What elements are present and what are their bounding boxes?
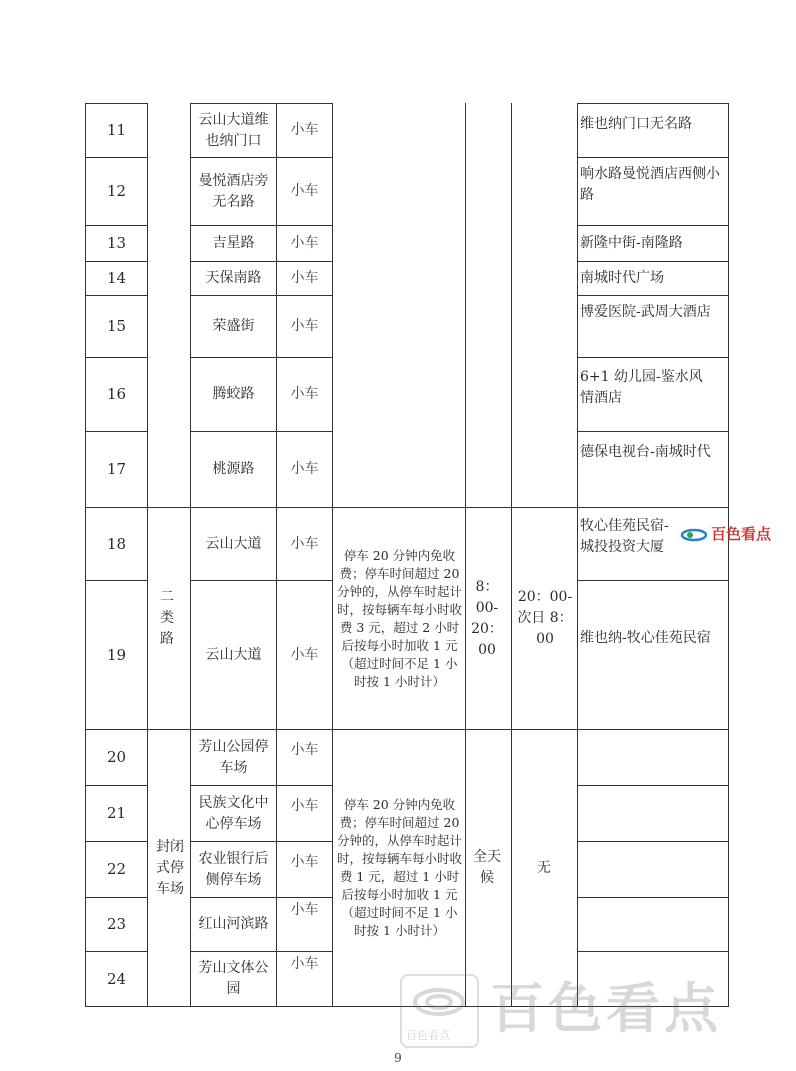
row-number: 21 (106, 804, 127, 822)
road-section: 维也纳-牧心佳苑民宿 (580, 630, 711, 646)
watermark-logo-caption: 百色看点 (406, 1029, 450, 1042)
vehicle-type: 小车 (290, 461, 319, 477)
watermark-inline-text: 百色看点 (711, 525, 772, 543)
row-number: 24 (106, 969, 127, 988)
road-section: 牧心佳苑民宿-城投投资大厦 (580, 518, 669, 555)
row-number: 19 (106, 645, 127, 664)
vehicle-type: 小车 (290, 386, 319, 402)
road-class-label: 二类路 (160, 589, 174, 647)
vehicle-type: 小车 (290, 798, 319, 814)
road-name: 荣盛街 (212, 318, 255, 334)
road-section: 响水路曼悦酒店西侧小路 (580, 166, 720, 203)
charge-time: 全天候 (473, 849, 501, 886)
road-name: 曼悦酒店旁无名路 (198, 172, 269, 210)
vehicle-type: 小车 (290, 270, 319, 286)
row-number: 13 (106, 234, 127, 252)
row-number: 11 (106, 121, 127, 139)
vehicle-type: 小车 (290, 235, 319, 251)
vehicle-type: 小车 (290, 742, 319, 758)
road-name: 云山大道维也纳门口 (198, 111, 269, 149)
road-name: 红山河滨路 (198, 916, 269, 932)
row-number: 15 (106, 317, 127, 335)
road-name: 农业银行后侧停车场 (198, 850, 269, 888)
road-section: 德保电视台-南城时代 (580, 444, 711, 460)
vehicle-type: 小车 (290, 318, 319, 334)
page-number: 9 (394, 1051, 402, 1065)
fee-standard: 停车 20 分钟内免收费；停车时间超过 20 分钟的，从停车时起计时，按每辆车每小时收费 3 元，超过 2 小时后按每小时加收 1 元（超过时间不足 1 小时按 1 小时计） (336, 547, 462, 689)
row-number: 23 (106, 915, 127, 933)
watermark-large-text: 百色看点 (490, 977, 722, 1040)
vehicle-type: 小车 (290, 122, 319, 138)
road-name: 民族文化中心停车场 (198, 794, 269, 832)
row-number: 12 (106, 182, 127, 200)
free-time: 无 (537, 859, 551, 876)
vehicle-type: 小车 (290, 902, 319, 918)
row-number: 16 (106, 385, 127, 403)
road-name: 天保南路 (205, 270, 262, 286)
row-number: 17 (106, 460, 127, 478)
vehicle-type: 小车 (290, 535, 319, 552)
watermark-inline (680, 523, 771, 544)
row-number: 18 (106, 534, 127, 553)
road-name: 芳山公园停车场 (198, 738, 269, 776)
road-name: 腾蛟路 (212, 386, 255, 402)
road-name: 吉星路 (212, 235, 255, 251)
road-name: 云山大道 (205, 535, 262, 552)
watermark-logo-icon (400, 974, 479, 1048)
road-name: 芳山文体公园 (198, 960, 269, 997)
vehicle-type: 小车 (290, 183, 319, 199)
free-time: 20：00-次日 8：00 (517, 589, 573, 647)
road-section: 南城时代广场 (580, 270, 664, 286)
vehicle-type: 小车 (290, 646, 319, 663)
row-number: 14 (106, 269, 127, 287)
road-section: 维也纳门口无名路 (580, 116, 692, 132)
road-section: 新隆中街-南隆路 (580, 235, 683, 251)
fee-standard: 停车 20 分钟内免收费；停车时间超过 20 分钟的，从停车时起计时，按每辆车每小时收费 1 元，超过 1 小时后按每小时加收 1 元（超过时间不足 1 小时按 1 小时计） (336, 797, 462, 938)
row-number: 20 (106, 748, 127, 766)
swoosh-logo-icon (680, 526, 708, 542)
road-section: 博爱医院-武周大酒店 (580, 304, 711, 320)
row-number: 22 (106, 860, 127, 878)
road-class-label: 封闭式停车场 (156, 838, 184, 897)
road-section: 6+1 幼儿园-鉴水风情酒店 (580, 369, 703, 406)
charge-time: 8：00-20：00 (471, 578, 503, 658)
road-name: 桃源路 (212, 461, 255, 477)
vehicle-type: 小车 (290, 956, 319, 972)
watermark-large (400, 974, 780, 1046)
vehicle-type: 小车 (290, 854, 319, 870)
road-name: 云山大道 (205, 646, 262, 663)
